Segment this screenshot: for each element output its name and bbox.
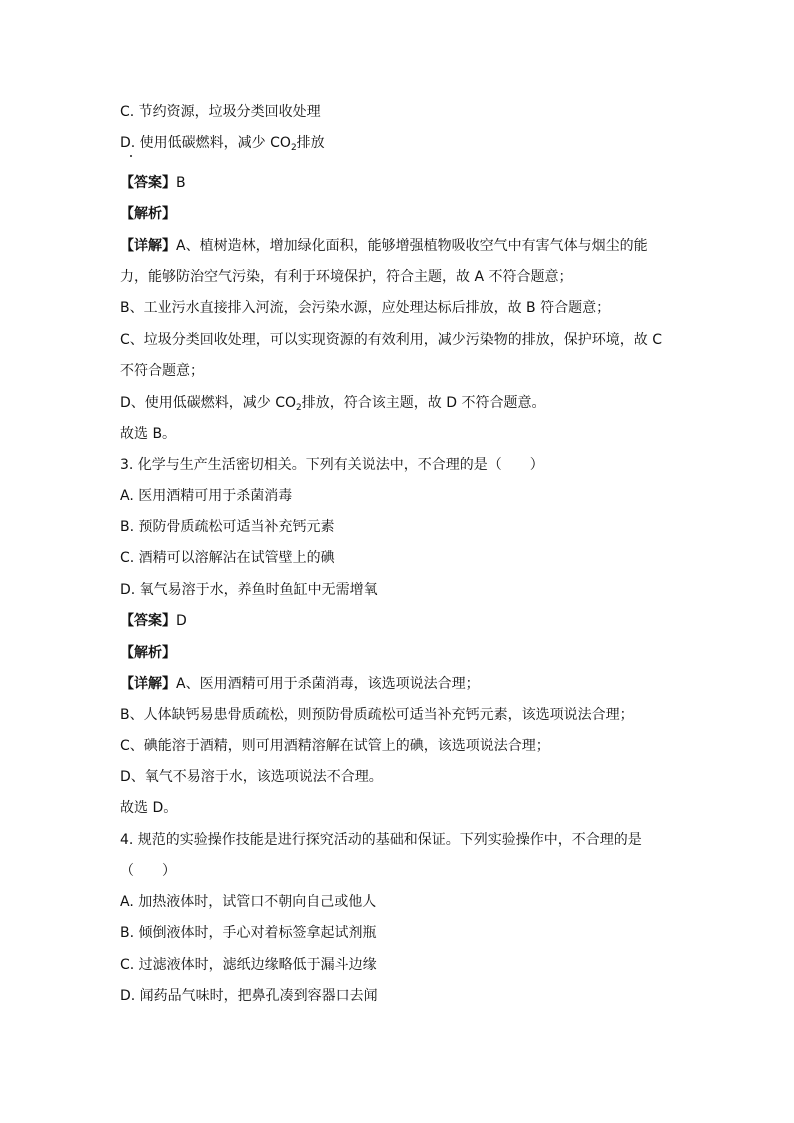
q2-option-d-text: D. 使用低碳燃料，减少 CO bbox=[120, 135, 291, 151]
q2-option-c: C. 节约资源，垃圾分类回收处理 bbox=[120, 104, 321, 120]
q2-analysis-heading: 【解析】 bbox=[120, 206, 176, 222]
q4-option-d: D. 闻药品气味时，把鼻孔凑到容器口去闻 bbox=[120, 988, 378, 1004]
detail-tag: 【详解】 bbox=[120, 676, 176, 692]
q2-detail-b: B、工业污水直接排入河流，会污染水源，应处理达标后排放，故 B 符合题意； bbox=[120, 300, 611, 316]
q3-detail-d: D、氧气不易溶于水，该选项说法不合理。 bbox=[120, 769, 383, 785]
q2-option-d-text-end: 排放 bbox=[296, 135, 325, 151]
q3-detail-a-text: A、医用酒精可用于杀菌消毒，该选项说法合理； bbox=[176, 676, 480, 692]
q3-answer bbox=[120, 611, 187, 631]
q3-option-d: D. 氧气易溶于水，养鱼时鱼缸中无需增氧 bbox=[120, 582, 378, 598]
q2-option-d-subscript: 2 bbox=[290, 143, 297, 153]
q3-detail-a bbox=[120, 674, 480, 694]
detail-tag: 【详解】 bbox=[120, 238, 176, 254]
q4-option-c: C. 过滤液体时，滤纸边缘略低于漏斗边缘 bbox=[120, 957, 377, 973]
q2-option-d bbox=[120, 133, 325, 158]
q3-option-b: B. 预防骨质疏松可适当补充钙元素 bbox=[120, 519, 335, 535]
q2-detail-d-subscript: 2 bbox=[296, 403, 302, 413]
q3-detail-b: B、人体缺钙易患骨质疏松，则预防骨质疏松可适当补充钙元素，该选项说法合理； bbox=[120, 707, 634, 723]
q2-detail-d-text: D、使用低碳燃料，减少 CO bbox=[120, 395, 297, 411]
q3-option-a: A. 医用酒精可用于杀菌消毒 bbox=[120, 488, 293, 504]
q3-detail-c: C、碘能溶于酒精，则可用酒精溶解在试管上的碘，该选项说法合理； bbox=[120, 738, 550, 754]
q4-stem-paren: （ ） bbox=[120, 863, 176, 879]
q2-conclusion: 故选 B。 bbox=[120, 426, 177, 442]
answer-value: B bbox=[176, 175, 186, 191]
q3-analysis-heading: 【解析】 bbox=[120, 645, 176, 661]
answer-tag: 【答案】 bbox=[120, 613, 176, 629]
q2-detail-d-text-end: 排放，符合该主题，故 D 不符合题意。 bbox=[301, 395, 546, 411]
q2-detail-a-line1 bbox=[120, 236, 648, 256]
q3-stem: 3. 化学与生产生活密切相关。下列有关说法中，不合理的是（ ） bbox=[120, 457, 544, 473]
q4-stem: 4. 规范的实验操作技能是进行探究活动的基础和保证。下列实验操作中，不合理的是 bbox=[120, 832, 642, 848]
q3-conclusion: 故选 D。 bbox=[120, 800, 178, 816]
q2-detail-c-line2: 不符合题意； bbox=[120, 363, 204, 379]
answer-value: D bbox=[176, 613, 187, 629]
q2-detail-a-text: A、植树造林，增加绿化面积，能够增强植物吸收空气中有害气体与烟尘的能 bbox=[176, 238, 648, 254]
q2-answer bbox=[120, 173, 186, 193]
q4-option-a: A. 加热液体时，试管口不朝向自己或他人 bbox=[120, 894, 377, 910]
q4-option-b: B. 倾倒液体时，手心对着标签拿起试剂瓶 bbox=[120, 925, 377, 941]
q3-option-c: C. 酒精可以溶解沾在试管壁上的碘 bbox=[120, 550, 335, 566]
q2-detail-a-line2: 力，能够防治空气污染，有利于环境保护，符合主题，故 A 不符合题意； bbox=[120, 269, 573, 285]
stray-dot bbox=[130, 155, 132, 157]
answer-tag: 【答案】 bbox=[120, 175, 176, 191]
q2-detail-c-line1: C、垃圾分类回收处理，可以实现资源的有效利用，减少污染物的排放，保护环境，故 C bbox=[120, 332, 662, 348]
q2-detail-d bbox=[120, 393, 545, 418]
